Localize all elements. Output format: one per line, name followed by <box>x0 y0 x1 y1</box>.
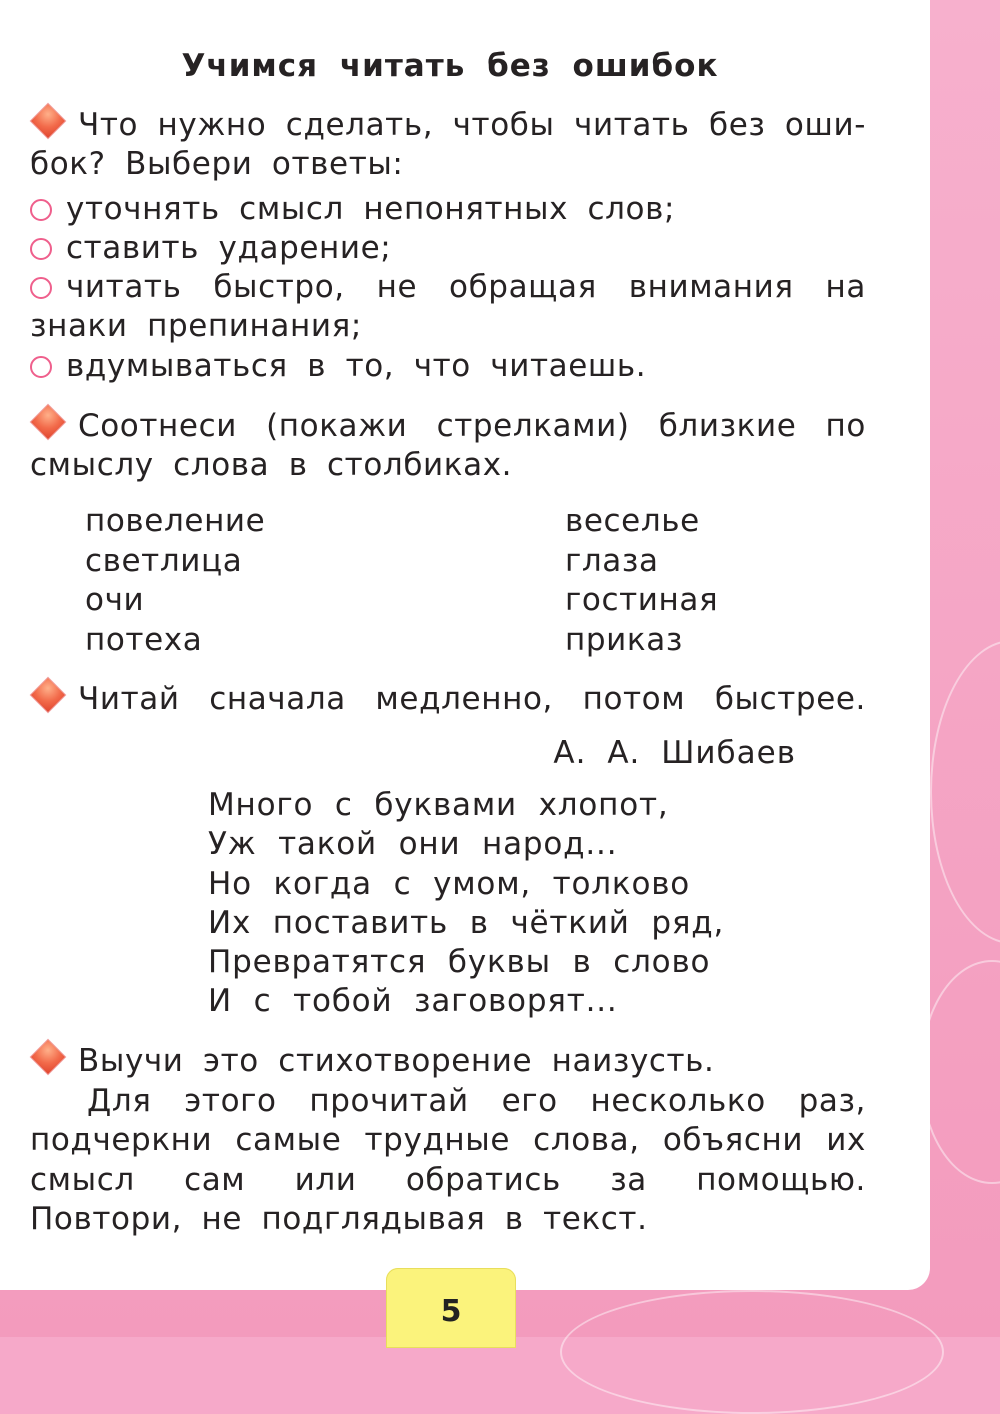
answer-option-continuation: знаки препинания; <box>30 308 362 344</box>
task4-text-line: Повтори, не подглядывая в текст. <box>30 1201 648 1237</box>
task3-line1: Читай сначала медленно, потом быстрее. <box>30 680 866 719</box>
task2-line2: смыслу слова в столбиках. <box>30 447 513 483</box>
word-item[interactable]: приказ <box>565 621 683 658</box>
diamond-bullet-icon <box>31 678 65 712</box>
word-item[interactable]: веселье <box>565 503 700 539</box>
radio-circle-icon[interactable] <box>30 238 52 260</box>
answer-option[interactable]: читать быстро, не обращая внимания на <box>30 268 866 307</box>
word-item[interactable]: светлица <box>85 542 243 579</box>
word-item[interactable]: гостиная <box>565 582 719 618</box>
word-item[interactable]: глаза <box>565 542 659 579</box>
decor-curl <box>560 1290 944 1414</box>
diamond-bullet-icon <box>31 405 65 439</box>
word-item[interactable]: очи <box>85 582 145 618</box>
poem-author: А. А. Шибаев <box>553 735 796 771</box>
task1-line1: Что нужно сделать, чтобы читать без оши- <box>30 106 866 145</box>
answer-option[interactable]: вдумываться в то, что читаешь. <box>30 347 646 386</box>
task4-text-line: подчеркни самые трудные слова, объясни их <box>30 1122 866 1158</box>
poem-line: Но когда с умом, толково <box>208 865 691 902</box>
word-item[interactable]: повеление <box>85 503 266 539</box>
poem <box>208 786 724 1022</box>
page-number: 5 <box>440 1294 462 1329</box>
word-column-right <box>565 502 718 660</box>
page-title: Учимся читать без ошибок <box>181 48 719 84</box>
task1-line2: бок? Выбери ответы: <box>30 146 404 182</box>
radio-circle-icon[interactable] <box>30 356 52 378</box>
word-item[interactable]: потеха <box>85 621 203 658</box>
diamond-bullet-icon <box>31 1040 65 1074</box>
poem-line: Их поставить в чёткий ряд, <box>208 904 725 941</box>
answer-option[interactable]: уточнять смысл непонятных слов; <box>30 190 675 229</box>
radio-circle-icon[interactable] <box>30 277 52 299</box>
radio-circle-icon[interactable] <box>30 199 52 221</box>
decor-curl <box>920 960 1000 1184</box>
task2-line1: Соотнеси (покажи стрелками) близкие по <box>30 407 866 446</box>
page-number-tab <box>386 1268 516 1348</box>
poem-line: Много с буквами хлопот, <box>208 787 669 823</box>
poem-line: И с тобой заговорят... <box>208 983 618 1020</box>
diamond-bullet-icon <box>31 104 65 138</box>
word-column-left <box>85 502 265 660</box>
task4-text-line: смысл сам или обратись за помощью. <box>30 1162 866 1198</box>
task4-text-line: Для этого прочитай его несколько раз, <box>87 1083 866 1119</box>
decor-curl <box>930 640 1000 944</box>
poem-line: Превратятся буквы в слово <box>208 944 711 981</box>
poem-line: Уж такой они народ... <box>208 826 618 863</box>
answer-option[interactable]: ставить ударение; <box>30 229 391 268</box>
task4-line1: Выучи это стихотворение наизусть. <box>30 1042 715 1081</box>
